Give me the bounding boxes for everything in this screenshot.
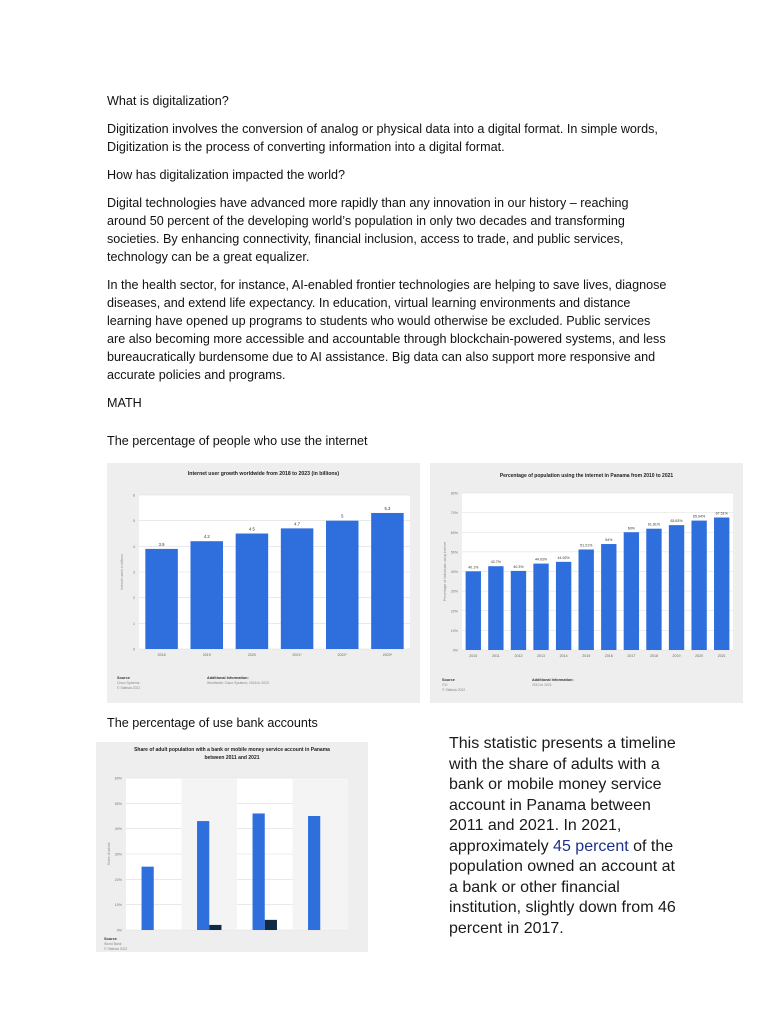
- y-tick-label: 70%: [450, 511, 458, 516]
- document-body: [107, 92, 667, 422]
- bar: [669, 525, 684, 650]
- bar-value-label: 4.2: [203, 534, 210, 540]
- x-tick-label: 2011: [492, 654, 500, 658]
- info-title: Additional Information:: [207, 676, 249, 680]
- source-line: © Statista 2021: [117, 686, 141, 690]
- description-highlight: 45 percent: [553, 837, 629, 855]
- chart-title: Percentage of population using the internet in Panama from 2010 to 2021: [499, 473, 674, 479]
- bar: [579, 550, 594, 650]
- chart-internet-panama: [430, 463, 743, 703]
- description-text-end: of the population owned an account at a bank or other financial institution, slightly down from 46 percent in 2017.: [449, 837, 676, 937]
- question-impact: How has digitalization impacted the world?: [107, 168, 346, 182]
- bar-value-label: 3.9: [158, 541, 165, 547]
- y-tick-label: 60%: [450, 530, 458, 535]
- y-tick-label: 20%: [450, 609, 458, 614]
- bar: [308, 816, 320, 930]
- question-digitalization: What is digitalization?: [107, 94, 229, 108]
- bar: [197, 821, 209, 930]
- bar-value-label: 40.3%: [513, 564, 524, 569]
- bar-value-label: 54%: [605, 538, 613, 543]
- y-tick-label: 10%: [114, 903, 122, 908]
- bar-value-label: 44.92%: [557, 555, 570, 560]
- bar: [466, 571, 481, 650]
- source-title: Source: [104, 937, 117, 941]
- bar-value-label: 5: [341, 513, 344, 519]
- bar: [253, 813, 265, 930]
- bar: [236, 534, 269, 650]
- x-tick-label: 2010: [469, 654, 478, 658]
- y-tick-label: 60%: [114, 776, 122, 781]
- bar: [265, 920, 277, 930]
- x-tick-label: 2015: [582, 654, 591, 658]
- source-title: Source: [442, 678, 455, 682]
- bank-heading: The percentage of use bank accounts: [107, 716, 318, 730]
- paragraph-definition: Digitization involves the conversion of analog or physical data into a digital format. In simple words, Digitization is the process of converting information into a digital format.: [107, 122, 658, 154]
- x-tick-label: 2018: [649, 654, 658, 658]
- source-line: © Statista 2022: [442, 688, 466, 692]
- y-tick-label: 50%: [450, 550, 458, 555]
- x-tick-label: 2021*: [292, 653, 302, 657]
- chart-internet-panama-svg: [430, 463, 743, 703]
- x-tick-label: 2018: [157, 653, 166, 657]
- y-tick-label: 6: [133, 493, 135, 498]
- paragraph-impact: Digital technologies have advanced more rapidly than any innovation in our history – reaching around 50 percent of the developing world’s population in only two decades and transforming societies. By enhancing connectivity, financial inclusion, access to trade, and public services, technology can be a great equalizer.: [107, 196, 629, 264]
- section-math: MATH: [107, 396, 142, 410]
- y-axis-label: Internet users in billions: [120, 554, 124, 590]
- y-tick-label: 2: [133, 596, 135, 601]
- x-tick-label: 2020: [695, 654, 704, 658]
- chart-internet-worldwide-svg: [107, 463, 420, 703]
- x-tick-label: 2022*: [337, 653, 347, 657]
- y-tick-label: 5: [133, 519, 135, 524]
- x-tick-label: 2019: [672, 654, 681, 658]
- bar: [190, 541, 223, 649]
- x-tick-label: 2023*: [382, 653, 393, 657]
- x-tick-label: 2019: [202, 653, 211, 657]
- bar: [142, 867, 154, 930]
- paragraph-health-education: In the health sector, for instance, AI-enabled frontier technologies are helping to save lives, diagnose diseases, and extend life expectancy. In education, virtual learning environments and distance learning have opened up programs to students who would otherwise be excluded. Public services are also becoming more accessible and accountable through blockchain-powered systems, and less bureaucratically burdensome due to AI assistance. Big data can also support more responsive and accurate policies and programs.: [107, 278, 667, 382]
- chart-title: between 2011 and 2021: [204, 755, 260, 761]
- source-line: Cisco Systems: [117, 681, 140, 685]
- source-line: © Statista 2022: [104, 947, 128, 951]
- y-tick-label: 4: [133, 544, 135, 549]
- bar: [691, 521, 706, 650]
- source-line: World Bank: [104, 942, 122, 946]
- y-tick-label: 0%: [116, 928, 122, 933]
- bar-value-label: 60%: [627, 526, 635, 531]
- bar: [601, 544, 616, 650]
- bar: [326, 521, 359, 649]
- x-tick-label: 2017: [627, 654, 636, 658]
- y-tick-label: 1: [133, 621, 135, 626]
- y-tick-label: 0%: [452, 648, 458, 653]
- bar-value-label: 61.81%: [647, 522, 661, 527]
- x-tick-label: 2016: [604, 654, 613, 658]
- bar: [556, 562, 571, 650]
- chart-internet-worldwide: [107, 463, 420, 703]
- statistic-description: [449, 734, 679, 939]
- y-tick-label: 40%: [114, 827, 122, 832]
- bar-value-label: 63.63%: [670, 519, 683, 524]
- bar-value-label: 51.21%: [580, 543, 593, 548]
- y-axis-label: Percentage of individuals using internet: [443, 541, 447, 602]
- bar: [511, 571, 526, 650]
- bar: [533, 564, 548, 650]
- bar-value-label: 42.7%: [490, 560, 501, 565]
- bar: [281, 528, 314, 649]
- y-tick-label: 30%: [114, 852, 122, 857]
- y-tick-label: 20%: [114, 877, 122, 882]
- info-line: 2010 to 2021: [532, 683, 552, 687]
- bar: [624, 532, 639, 650]
- x-tick-label: 2021: [717, 654, 726, 658]
- internet-heading: The percentage of people who use the internet: [107, 434, 368, 448]
- bar: [145, 549, 178, 649]
- bar-value-label: 4.5: [249, 526, 255, 532]
- bar-value-label: 65.94%: [693, 514, 706, 519]
- y-axis-label: Share of adults: [107, 842, 111, 866]
- y-tick-label: 3: [133, 570, 135, 575]
- info-line: Worldwide; Cisco Systems; 2018 to 2023: [207, 681, 269, 685]
- source-title: Source: [117, 676, 130, 680]
- bar-value-label: 44.03%: [534, 557, 548, 562]
- x-tick-label: 2014: [559, 654, 568, 658]
- bar: [209, 925, 221, 930]
- chart-title: Share of adult population with a bank or mobile money service account in Panama: [134, 747, 330, 753]
- y-tick-label: 30%: [450, 589, 458, 594]
- bar: [488, 566, 503, 650]
- bar-value-label: 67.51%: [715, 511, 728, 516]
- y-tick-label: 10%: [450, 628, 458, 633]
- info-title: Additional Information:: [532, 678, 574, 682]
- chart-bank-accounts-svg: [96, 742, 368, 952]
- source-line: ITU: [442, 683, 448, 687]
- chart-title: Internet user growth worldwide from 2018 to 2023 (in billions): [187, 471, 340, 477]
- y-tick-label: 80%: [450, 491, 458, 496]
- description-text-start: This statistic presents a timeline with the share of adults with a bank or mobile money service account in Panama between 2011 and 2021. In 2021, approximately: [449, 735, 676, 855]
- bar: [646, 529, 661, 650]
- y-tick-label: 50%: [114, 801, 122, 806]
- bar: [371, 513, 404, 649]
- x-tick-label: 2020: [247, 653, 256, 657]
- y-tick-label: 40%: [450, 570, 458, 574]
- x-tick-label: 2012: [514, 654, 523, 658]
- bar: [714, 518, 729, 650]
- bar-value-label: 5.3: [384, 505, 391, 511]
- chart-bank-accounts: [96, 742, 368, 952]
- y-tick-label: 0: [133, 647, 135, 652]
- x-tick-label: 2013: [537, 654, 546, 658]
- bar-value-label: 40.1%: [468, 565, 479, 570]
- bar-value-label: 4.7: [294, 521, 300, 527]
